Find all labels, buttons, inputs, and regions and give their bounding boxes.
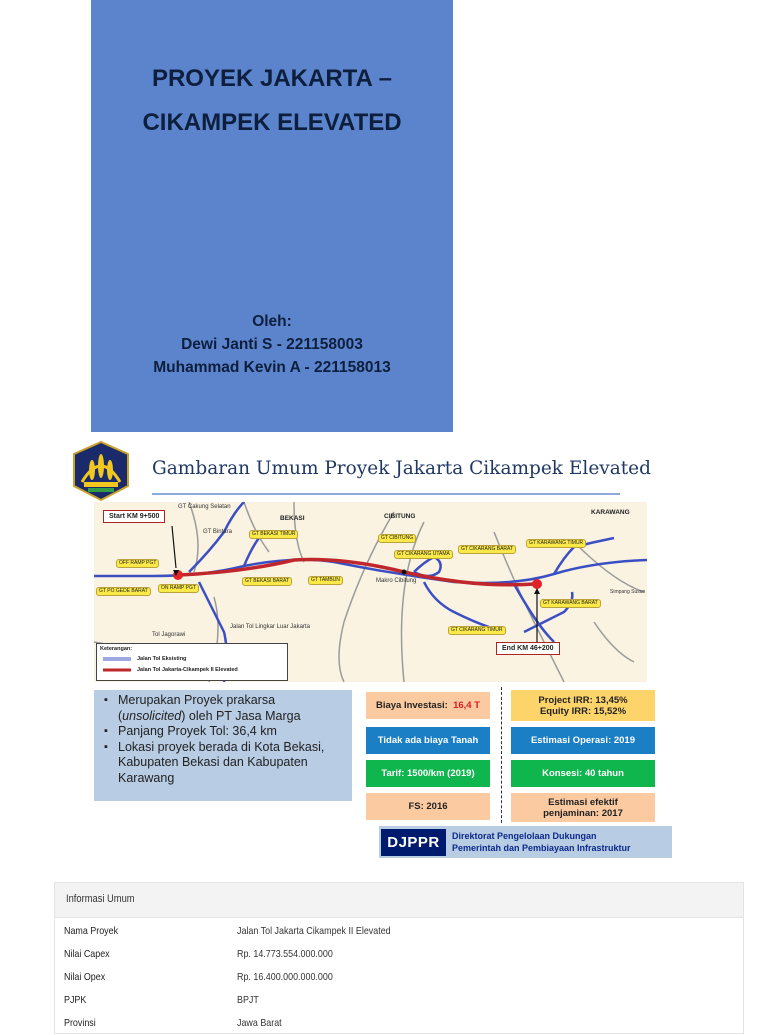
cover-title-line2: CIKAMPEK ELEVATED xyxy=(142,109,402,136)
djppr-badge: DJPPR xyxy=(381,829,446,856)
card-irr: Project IRR: 13,45% Equity IRR: 15,52% xyxy=(511,690,655,721)
kemenkeu-emblem-icon xyxy=(70,440,132,502)
gate-off-ramp-pgt: OFF RAMP PGT xyxy=(116,559,159,568)
djppr-fullname: Direktorat Pengelolaan Dukungan Pemerintah dan Pembiayaan Infrastruktur xyxy=(452,831,631,853)
gate-bekasi-barat: GT BEKASI BARAT xyxy=(242,577,292,586)
gate-cikarang-timur: GT CIKARANG TIMUR xyxy=(448,626,506,635)
card-fs: FS: 2016 xyxy=(366,793,490,820)
card-konsesi: Konsesi: 40 tahun xyxy=(511,760,655,787)
place-gt-bintara: GT Bintara xyxy=(203,529,232,535)
slide-title: Gambaran Umum Proyek Jakarta Cikampek Elevated xyxy=(152,458,651,479)
info-row xyxy=(55,966,743,989)
legend-elevated: Jalan Tol Jakarta-Cikampek II Elevated xyxy=(137,667,238,673)
cover-by-label: Oleh: xyxy=(252,313,292,330)
gate-bekasi-timur: GT BEKASI TIMUR xyxy=(249,530,298,539)
legend-existing: Jalan Tol Eksisting xyxy=(137,656,187,662)
desc-bullet-2: ▪ Panjang Proyek Tol: 36,4 km xyxy=(118,724,352,740)
info-label: Provinsi xyxy=(64,1017,96,1029)
info-value: Jawa Barat xyxy=(237,1017,282,1029)
gate-karawang-timur: GT KARAWANG TIMUR xyxy=(526,539,586,548)
gate-po-gede-barat: GT PO GEDE BARAT xyxy=(96,587,151,596)
city-cibitung: CIBITUNG xyxy=(384,513,416,520)
place-gt-cakung-selatan: GT Cakung Selatan xyxy=(178,504,231,510)
info-value: Jalan Tol Jakarta Cikampek II Elevated xyxy=(237,925,391,937)
end-km-label: End KM 46+200 xyxy=(496,642,560,655)
gate-cikarang-utama: GT CIKARANG UTAMA xyxy=(394,550,453,559)
legend-title: Keterangan: xyxy=(100,646,133,652)
card-estimasi-penjaminan: Estimasi efektif penjaminan: 2017 xyxy=(511,793,655,822)
cover-author2: Muhammad Kevin A - 221158013 xyxy=(153,359,391,376)
card-biaya-investasi: Biaya Investasi: 16,4 T xyxy=(366,692,490,719)
cover-author1: Dewi Janti S - 221158003 xyxy=(181,336,363,353)
desc-bullet-1: ▪ Merupakan Proyek prakarsa (unsolicited) oleh PT Jasa Marga xyxy=(118,693,352,724)
info-panel-header xyxy=(55,883,743,918)
gate-cibitung: GT CIBITUNG xyxy=(378,534,416,543)
card-tarif: Tarif: 1500/km (2019) xyxy=(366,760,490,787)
card-biaya-tanah: Tidak ada biaya Tanah xyxy=(366,727,490,754)
info-value: Rp. 16.400.000.000.000 xyxy=(237,971,333,983)
start-km-label: Start KM 9+500 xyxy=(103,510,165,523)
cover-card xyxy=(91,0,453,432)
legend-swatches xyxy=(103,655,133,679)
place-jalan-tol-lingkar: Jalan Tol Lingkar Luar Jakarta xyxy=(230,624,310,630)
place-tol-jagorawi: Tol Jagorawi xyxy=(152,632,186,638)
desc-bullet-3: ▪ Lokasi proyek berada di Kota Bekasi, Kabupaten Bekasi dan Kabupaten Karawang xyxy=(118,740,352,787)
info-label: PJPK xyxy=(64,994,87,1006)
info-panel-title: Informasi Umum xyxy=(66,893,135,905)
project-description xyxy=(94,690,352,801)
title-underline xyxy=(152,493,620,495)
info-row xyxy=(55,943,743,966)
gate-tambun: GT TAMBUN xyxy=(308,576,343,585)
card-divider xyxy=(501,687,502,823)
info-row xyxy=(55,920,743,943)
place-makro-cibitung: Makro Cibitung xyxy=(376,578,417,584)
info-value: BPJT xyxy=(237,994,259,1006)
info-value: Rp. 14.773.554.000.000 xyxy=(237,948,333,960)
info-label: Nilai Opex xyxy=(64,971,106,983)
gate-karawang-barat: GT KARAWANG BARAT xyxy=(540,599,601,608)
cover-title-line1: PROYEK JAKARTA – xyxy=(151,65,393,92)
city-bekasi: BEKASI xyxy=(280,515,305,522)
map-legend xyxy=(96,643,288,681)
gate-cikarang-barat: GT CIKARANG BARAT xyxy=(458,545,516,554)
info-label: Nama Proyek xyxy=(64,925,119,937)
card-estimasi-operasi: Estimasi Operasi: 2019 xyxy=(511,727,655,754)
place-simpang-susun: Simpang Susun xyxy=(610,589,646,595)
info-row xyxy=(55,989,743,1012)
info-panel xyxy=(54,882,744,1034)
gate-on-ramp-pgt: ON RAMP PGT xyxy=(158,584,199,593)
info-label: Nilai Capex xyxy=(64,948,110,960)
city-karawang: KARAWANG xyxy=(591,509,630,516)
